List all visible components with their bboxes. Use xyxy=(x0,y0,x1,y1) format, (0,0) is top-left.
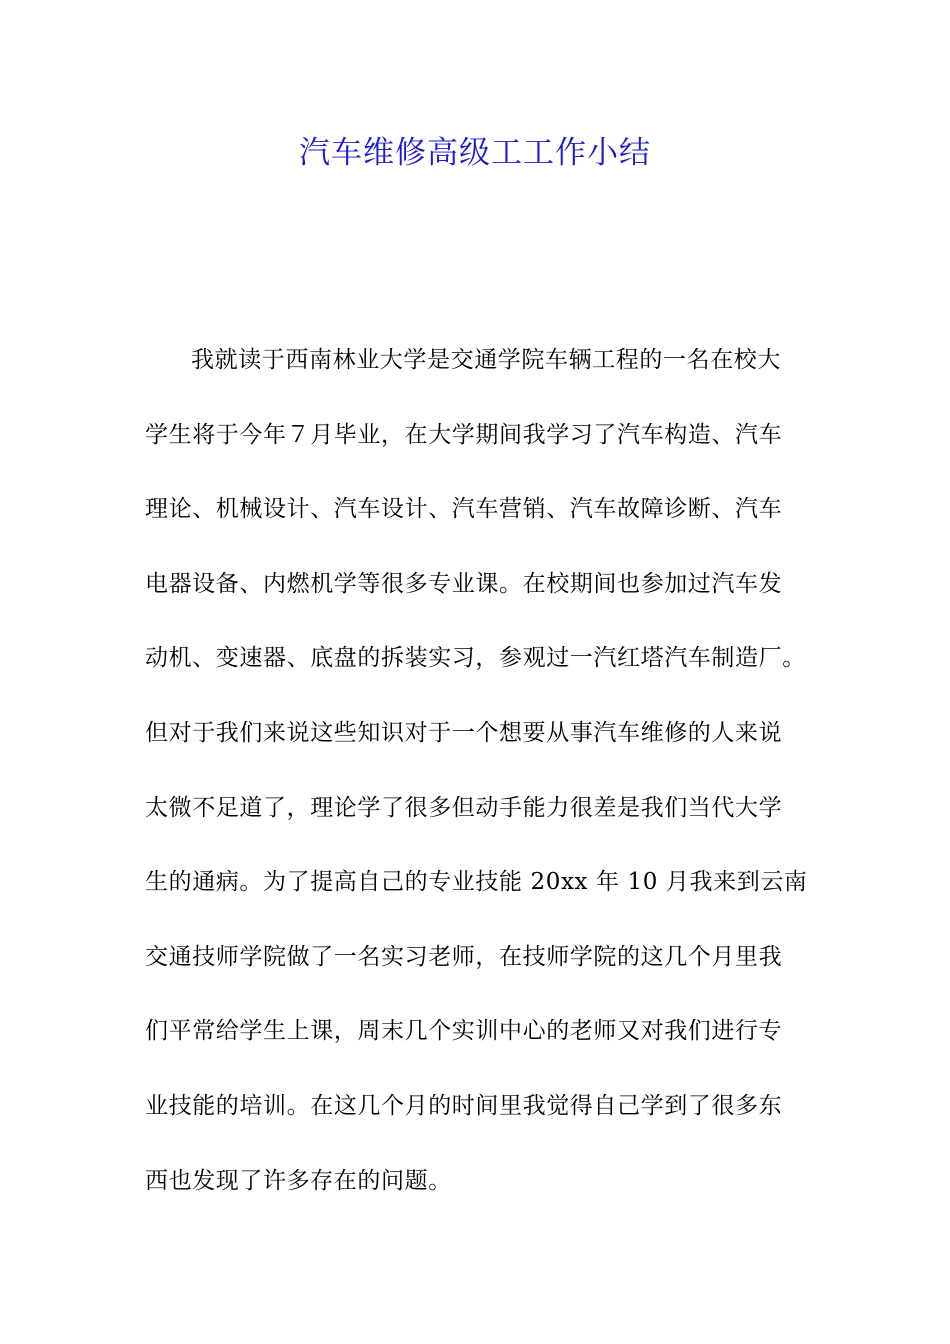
paragraph-line: 太微不足道了，理论学了很多但动手能力很差是我们当代大学 xyxy=(145,794,783,821)
paragraph-line: 学生将于今年７月毕业，在大学期间我学习了汽车构造、汽车 xyxy=(145,421,783,448)
paragraph-line: 但对于我们来说这些知识对于一个想要从事汽车维修的人来说 xyxy=(145,719,783,746)
paragraph-line: 生的通病。为了提高自己的专业技能 20xx 年 10 月我来到云南 xyxy=(145,869,808,896)
paragraph-line: 业技能的培训。在这几个月的时间里我觉得自己学到了很多东 xyxy=(145,1092,783,1119)
paragraph-line: 电器设备、内燃机学等很多专业课。在校期间也参加过汽车发 xyxy=(145,570,783,597)
paragraph-line: 们平常给学生上课，周末几个实训中心的老师又对我们进行专 xyxy=(145,1018,783,1045)
paragraph-line: 西也发现了许多存在的问题。 xyxy=(145,1167,452,1194)
paragraph-line: 我就读于西南林业大学是交通学院车辆工程的一名在校大 xyxy=(191,347,781,373)
document-title: 汽车维修高级工工作小结 xyxy=(299,135,651,171)
paragraph-line: 理论、机械设计、汽车设计、汽车营销、汽车故障诊断、汽车 xyxy=(145,496,783,523)
paragraph-line: 动机、变速器、底盘的拆装实习，参观过一汽红塔汽车制造厂。 xyxy=(145,645,806,672)
paragraph xyxy=(145,334,815,1229)
paragraph-line: 交通技师学院做了一名实习老师，在技师学院的这几个月里我 xyxy=(145,943,783,970)
